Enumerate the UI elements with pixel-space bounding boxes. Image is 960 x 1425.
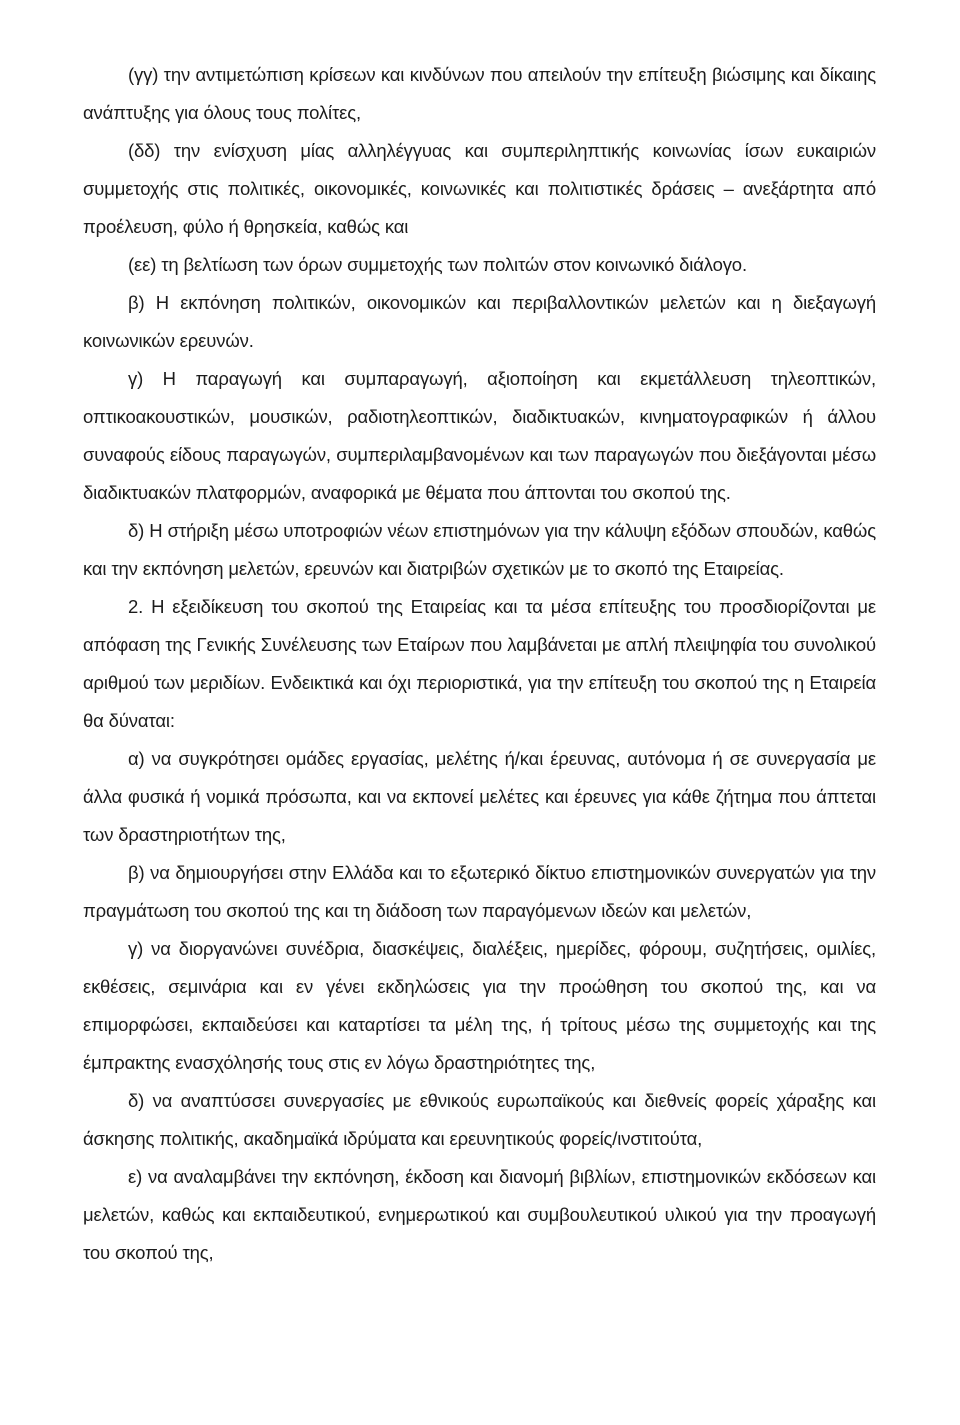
document-paragraph: β) να δημιουργήσει στην Ελλάδα και το εξωτερικό δίκτυο επιστημονικών συνεργατών για την πραγμάτωση του σκοπού της και τη διάδοση των παραγόμενων ιδεών και μελετών, xyxy=(83,862,876,921)
document-paragraph: (δδ) την ενίσχυση μίας αλληλέγγυας και συμπεριληπτικής κοινωνίας ίσων ευκαιριών συμμετοχής στις πολιτικές, οικονομικές, κοινωνικές και πολιτιστικές δράσεις – ανεξάρτητα από προέλευση, φύλο ή θρησκεία, καθώς και xyxy=(83,140,876,237)
document-paragraph: β) Η εκπόνηση πολιτικών, οικονομικών και περιβαλλοντικών μελετών και η διεξαγωγή κοινωνικών ερευνών. xyxy=(83,292,876,351)
document-paragraph: δ) να αναπτύσσει συνεργασίες με εθνικούς ευρωπαϊκούς και διεθνείς φορείς χάραξης και άσκησης πολιτικής, ακαδημαϊκά ιδρύματα και ερευνητικούς φορείς/ινστιτούτα, xyxy=(83,1090,876,1149)
document-paragraph: γ) να διοργανώνει συνέδρια, διασκέψεις, διαλέξεις, ημερίδες, φόρουμ, συζητήσεις, ομιλίες, εκθέσεις, σεμινάρια και εν γένει εκδηλώσεις για την προώθηση του σκοπού της, και να επιμορφώσει, εκπαιδεύσει και καταρτίσει τα μέλη της, ή τρίτους μέσω της συμμετοχής και της έμπρακτης ενασχόλησής τους στις εν λόγω δραστηριότητες της, xyxy=(83,938,876,1073)
document-paragraph: ε) να αναλαμβάνει την εκπόνηση, έκδοση και διανομή βιβλίων, επιστημονικών εκδόσεων και μελετών, καθώς και εκπαιδευτικού, ενημερωτικού και συμβουλευτικού υλικού για την προαγωγή του σκοπού της, xyxy=(83,1166,876,1263)
document-paragraph: (γγ) την αντιμετώπιση κρίσεων και κινδύνων που απειλούν την επίτευξη βιώσιμης και δίκαιης ανάπτυξης για όλους τους πολίτες, xyxy=(83,64,876,123)
document-paragraph: α) να συγκρότησει ομάδες εργασίας, μελέτης ή/και έρευνας, αυτόνομα ή σε συνεργασία με άλλα φυσικά ή νομικά πρόσωπα, και να εκπονεί μελέτες και έρευνες για κάθε ζήτημα που άπτεται των δραστηριοτήτων της, xyxy=(83,748,876,845)
document-paragraph: (εε) τη βελτίωση των όρων συμμετοχής των πολιτών στον κοινωνικό διάλογο. xyxy=(128,254,747,275)
document-paragraph: δ) Η στήριξη μέσω υποτροφιών νέων επιστημόνων για την κάλυψη εξόδων σπουδών, καθώς και την εκπόνηση μελετών, ερευνών και διατριβών σχετικών με το σκοπό της Εταιρείας. xyxy=(83,520,876,579)
document-paragraph: 2. Η εξειδίκευση του σκοπού της Εταιρείας και τα μέσα επίτευξης του προσδιορίζονται με απόφαση της Γενικής Συνέλευσης των Εταίρων που λαμβάνεται με απλή πλειψηφία του συνολικού αριθμού των μεριδίων. Ενδεικτικά και όχι περιοριστικά, για την επίτευξη του σκοπού της η Εταιρεία θα δύναται: xyxy=(83,596,876,731)
document-paragraph: γ) Η παραγωγή και συμπαραγωγή, αξιοποίηση και εκμετάλλευση τηλεοπτικών, οπτικοακουστικών, μουσικών, ραδιοτηλεοπτικών, διαδικτυακών, κινηματογραφικών ή άλλου συναφούς είδους παραγωγών, συμπεριλαμβανομένων και των παραγωγών που διεξάγονται μέσω διαδικτυακών πλατφορμών, αναφορικά με θέματα που άπτονται του σκοπού της. xyxy=(83,368,876,503)
